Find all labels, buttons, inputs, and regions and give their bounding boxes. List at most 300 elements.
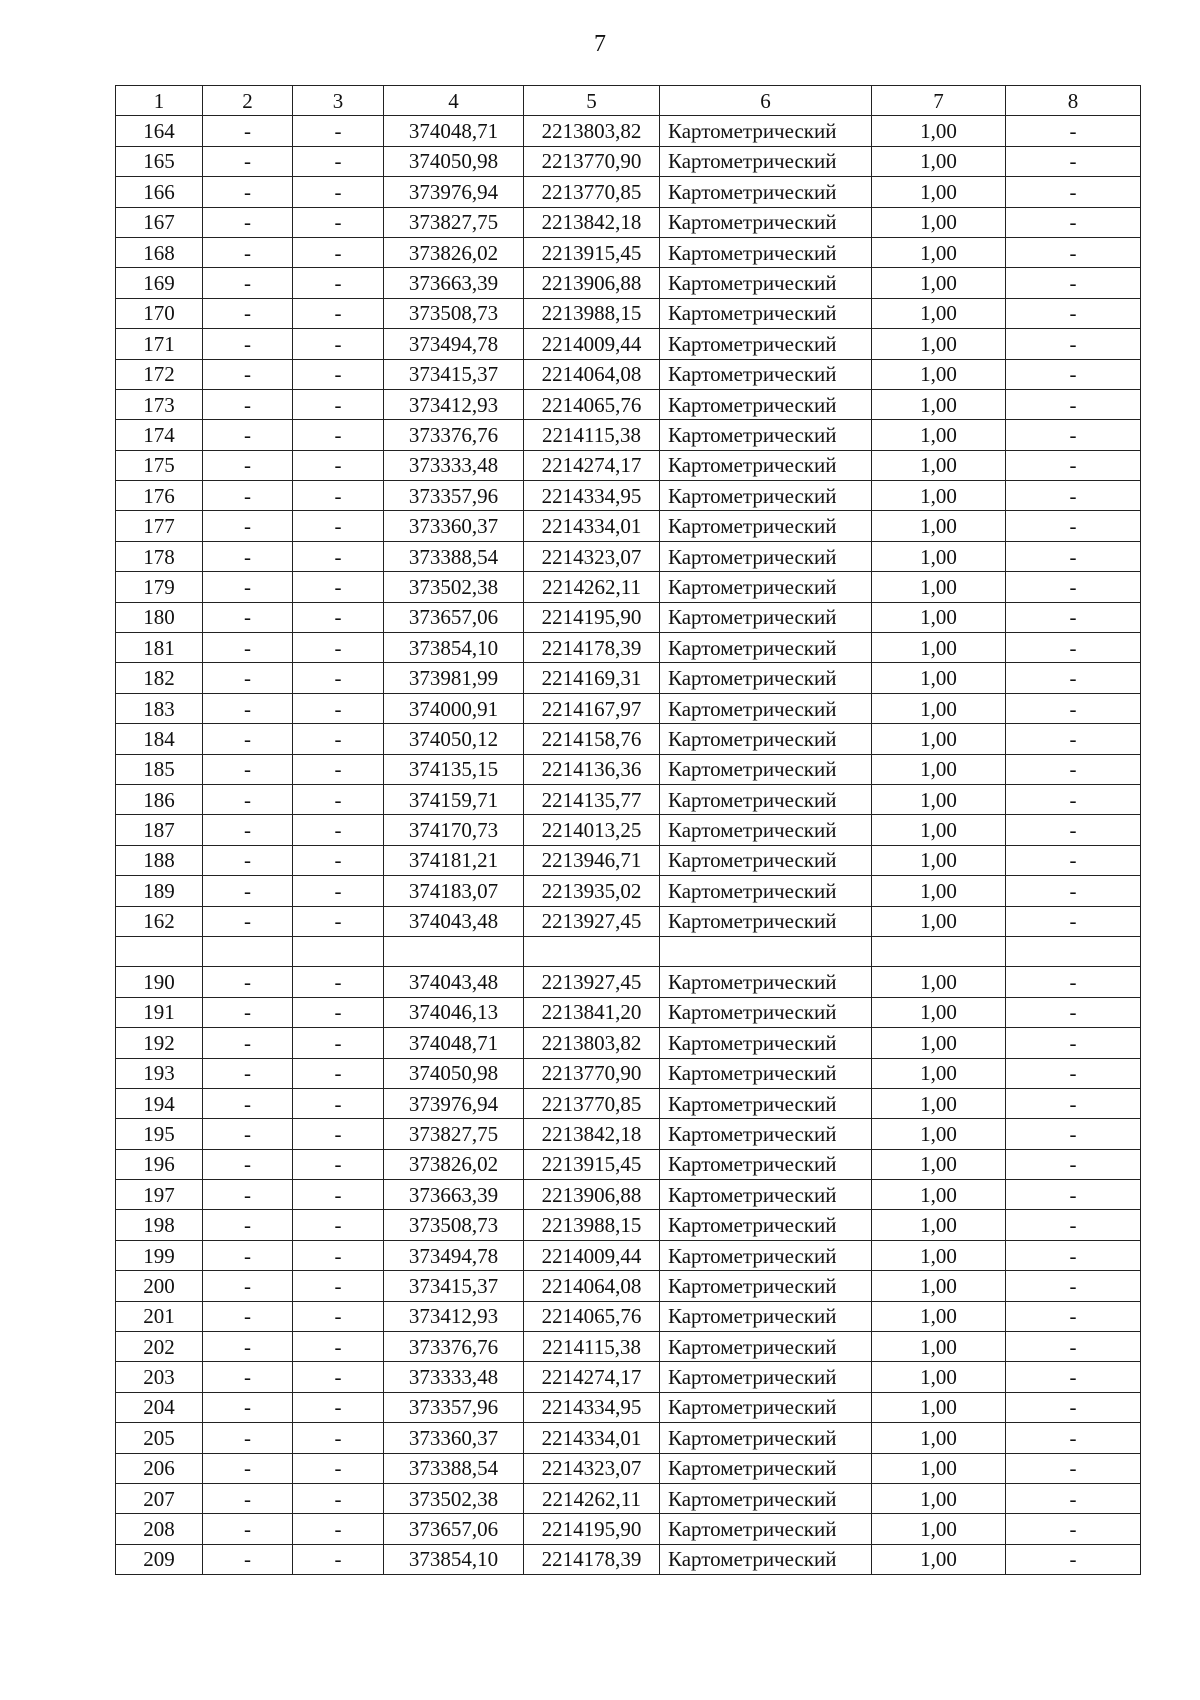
- method-cell: Картометрический: [660, 1514, 872, 1544]
- method-cell: Картометрический: [660, 1028, 872, 1058]
- method-cell: Картометрический: [660, 1149, 872, 1179]
- col8-cell: -: [1006, 237, 1141, 267]
- point-number-cell: 200: [116, 1271, 203, 1301]
- x-coordinate-cell: 373502,38: [384, 1483, 524, 1513]
- method-cell: Картометрический: [660, 1423, 872, 1453]
- y-coordinate-cell: 2214195,90: [524, 602, 660, 632]
- col2-cell: -: [203, 511, 293, 541]
- y-coordinate-cell: 2213915,45: [524, 237, 660, 267]
- method-cell: Картометрический: [660, 1088, 872, 1118]
- method-cell: Картометрический: [660, 724, 872, 754]
- col8-cell: -: [1006, 1544, 1141, 1574]
- y-coordinate-cell: 2213927,45: [524, 906, 660, 936]
- table-row: [116, 754, 1141, 784]
- col3-cell: -: [293, 450, 384, 480]
- col8-cell: -: [1006, 754, 1141, 784]
- x-coordinate-cell: 373508,73: [384, 298, 524, 328]
- y-coordinate-cell: 2214334,95: [524, 1392, 660, 1422]
- point-number-cell: 194: [116, 1088, 203, 1118]
- point-number-cell: 176: [116, 481, 203, 511]
- y-coordinate-cell: 2214195,90: [524, 1514, 660, 1544]
- point-number-cell: 178: [116, 541, 203, 571]
- x-coordinate-cell: 373657,06: [384, 1514, 524, 1544]
- column-header-2: 2: [203, 86, 293, 116]
- col2-cell: -: [203, 420, 293, 450]
- y-coordinate-cell: 2213915,45: [524, 1149, 660, 1179]
- method-cell: Картометрический: [660, 1392, 872, 1422]
- point-number-cell: 209: [116, 1544, 203, 1574]
- method-cell: Картометрический: [660, 389, 872, 419]
- col3-cell: -: [293, 602, 384, 632]
- col2-cell: -: [203, 1149, 293, 1179]
- table-row: [116, 815, 1141, 845]
- method-cell: [660, 936, 872, 966]
- table-row: [116, 1483, 1141, 1513]
- x-coordinate-cell: 373826,02: [384, 237, 524, 267]
- y-coordinate-cell: 2214178,39: [524, 633, 660, 663]
- table-row: [116, 177, 1141, 207]
- table-row: [116, 1514, 1141, 1544]
- col3-cell: -: [293, 1180, 384, 1210]
- x-coordinate-cell: 374183,07: [384, 876, 524, 906]
- table-row: [116, 207, 1141, 237]
- point-number-cell: 189: [116, 876, 203, 906]
- col8-cell: -: [1006, 572, 1141, 602]
- y-coordinate-cell: 2213946,71: [524, 845, 660, 875]
- col2-cell: [203, 936, 293, 966]
- method-cell: Картометрический: [660, 572, 872, 602]
- accuracy-cell: 1,00: [872, 784, 1006, 814]
- col3-cell: -: [293, 177, 384, 207]
- col2-cell: -: [203, 329, 293, 359]
- method-cell: Картометрический: [660, 967, 872, 997]
- col2-cell: -: [203, 602, 293, 632]
- accuracy-cell: 1,00: [872, 906, 1006, 936]
- method-cell: Картометрический: [660, 1271, 872, 1301]
- x-coordinate-cell: 373494,78: [384, 1240, 524, 1270]
- accuracy-cell: 1,00: [872, 1514, 1006, 1544]
- accuracy-cell: 1,00: [872, 845, 1006, 875]
- col2-cell: -: [203, 815, 293, 845]
- x-coordinate-cell: 374050,98: [384, 146, 524, 176]
- col8-cell: -: [1006, 1453, 1141, 1483]
- col3-cell: -: [293, 481, 384, 511]
- point-number-cell: [116, 936, 203, 966]
- y-coordinate-cell: 2214334,01: [524, 511, 660, 541]
- x-coordinate-cell: 373376,76: [384, 1332, 524, 1362]
- point-number-cell: 173: [116, 389, 203, 419]
- col3-cell: -: [293, 207, 384, 237]
- col8-cell: -: [1006, 207, 1141, 237]
- method-cell: Картометрический: [660, 1332, 872, 1362]
- accuracy-cell: 1,00: [872, 146, 1006, 176]
- y-coordinate-cell: 2214064,08: [524, 359, 660, 389]
- col8-cell: -: [1006, 359, 1141, 389]
- x-coordinate-cell: 374050,12: [384, 724, 524, 754]
- point-number-cell: 196: [116, 1149, 203, 1179]
- col3-cell: -: [293, 1028, 384, 1058]
- col3-cell: -: [293, 298, 384, 328]
- point-number-cell: 162: [116, 906, 203, 936]
- method-cell: Картометрический: [660, 1453, 872, 1483]
- table-row: [116, 1332, 1141, 1362]
- table-row-spacer: [116, 936, 1141, 966]
- method-cell: Картометрический: [660, 633, 872, 663]
- method-cell: Картометрический: [660, 481, 872, 511]
- col2-cell: -: [203, 1362, 293, 1392]
- accuracy-cell: 1,00: [872, 298, 1006, 328]
- x-coordinate-cell: 374170,73: [384, 815, 524, 845]
- method-cell: Картометрический: [660, 1544, 872, 1574]
- y-coordinate-cell: 2214115,38: [524, 1332, 660, 1362]
- table-row: [116, 997, 1141, 1027]
- col8-cell: -: [1006, 177, 1141, 207]
- col2-cell: -: [203, 1271, 293, 1301]
- column-header-1: 1: [116, 86, 203, 116]
- col3-cell: -: [293, 906, 384, 936]
- y-coordinate-cell: 2213770,90: [524, 1058, 660, 1088]
- table-row: [116, 967, 1141, 997]
- y-coordinate-cell: 2214262,11: [524, 1483, 660, 1513]
- accuracy-cell: 1,00: [872, 754, 1006, 784]
- x-coordinate-cell: 374048,71: [384, 1028, 524, 1058]
- x-coordinate-cell: 373333,48: [384, 450, 524, 480]
- col8-cell: -: [1006, 967, 1141, 997]
- accuracy-cell: 1,00: [872, 1149, 1006, 1179]
- y-coordinate-cell: 2214178,39: [524, 1544, 660, 1574]
- method-cell: Картометрический: [660, 1119, 872, 1149]
- col3-cell: [293, 936, 384, 966]
- table-row: [116, 1362, 1141, 1392]
- col8-cell: -: [1006, 1271, 1141, 1301]
- point-number-cell: 185: [116, 754, 203, 784]
- col3-cell: -: [293, 541, 384, 571]
- table-row: [116, 876, 1141, 906]
- col3-cell: -: [293, 876, 384, 906]
- y-coordinate-cell: 2214064,08: [524, 1271, 660, 1301]
- point-number-cell: 165: [116, 146, 203, 176]
- method-cell: Картометрический: [660, 1210, 872, 1240]
- point-number-cell: 184: [116, 724, 203, 754]
- x-coordinate-cell: 373376,76: [384, 420, 524, 450]
- col3-cell: -: [293, 633, 384, 663]
- point-number-cell: 202: [116, 1332, 203, 1362]
- accuracy-cell: 1,00: [872, 1423, 1006, 1453]
- col8-cell: -: [1006, 602, 1141, 632]
- col8-cell: -: [1006, 1332, 1141, 1362]
- col3-cell: -: [293, 1483, 384, 1513]
- y-coordinate-cell: 2213935,02: [524, 876, 660, 906]
- col8-cell: -: [1006, 997, 1141, 1027]
- col3-cell: -: [293, 1392, 384, 1422]
- method-cell: Картометрический: [660, 450, 872, 480]
- col3-cell: -: [293, 997, 384, 1027]
- method-cell: Картометрический: [660, 298, 872, 328]
- y-coordinate-cell: 2214334,95: [524, 481, 660, 511]
- x-coordinate-cell: 373854,10: [384, 1544, 524, 1574]
- accuracy-cell: 1,00: [872, 1210, 1006, 1240]
- point-number-cell: 172: [116, 359, 203, 389]
- column-header-7: 7: [872, 86, 1006, 116]
- point-number-cell: 170: [116, 298, 203, 328]
- col3-cell: -: [293, 420, 384, 450]
- accuracy-cell: 1,00: [872, 450, 1006, 480]
- col3-cell: -: [293, 754, 384, 784]
- accuracy-cell: 1,00: [872, 633, 1006, 663]
- point-number-cell: 193: [116, 1058, 203, 1088]
- point-number-cell: 188: [116, 845, 203, 875]
- y-coordinate-cell: 2213988,15: [524, 1210, 660, 1240]
- table-row: [116, 481, 1141, 511]
- x-coordinate-cell: 373827,75: [384, 1119, 524, 1149]
- y-coordinate-cell: 2214169,31: [524, 663, 660, 693]
- y-coordinate-cell: 2214009,44: [524, 329, 660, 359]
- col8-cell: -: [1006, 1301, 1141, 1331]
- point-number-cell: 208: [116, 1514, 203, 1544]
- col3-cell: -: [293, 845, 384, 875]
- method-cell: Картометрический: [660, 663, 872, 693]
- y-coordinate-cell: 2214115,38: [524, 420, 660, 450]
- accuracy-cell: 1,00: [872, 663, 1006, 693]
- col8-cell: -: [1006, 1058, 1141, 1088]
- point-number-cell: 203: [116, 1362, 203, 1392]
- x-coordinate-cell: 374159,71: [384, 784, 524, 814]
- col3-cell: -: [293, 1332, 384, 1362]
- col8-cell: -: [1006, 146, 1141, 176]
- column-header-3: 3: [293, 86, 384, 116]
- point-number-cell: 191: [116, 997, 203, 1027]
- col2-cell: -: [203, 389, 293, 419]
- table-row: [116, 693, 1141, 723]
- x-coordinate-cell: 373663,39: [384, 268, 524, 298]
- x-coordinate-cell: 373360,37: [384, 511, 524, 541]
- x-coordinate-cell: 374000,91: [384, 693, 524, 723]
- col8-cell: -: [1006, 633, 1141, 663]
- table-row: [116, 1301, 1141, 1331]
- point-number-cell: 177: [116, 511, 203, 541]
- table-row: [116, 1544, 1141, 1574]
- point-number-cell: 166: [116, 177, 203, 207]
- col2-cell: -: [203, 1301, 293, 1331]
- y-coordinate-cell: 2214323,07: [524, 541, 660, 571]
- col2-cell: -: [203, 359, 293, 389]
- table-row: [116, 1088, 1141, 1118]
- col2-cell: -: [203, 1180, 293, 1210]
- y-coordinate-cell: 2214274,17: [524, 450, 660, 480]
- accuracy-cell: 1,00: [872, 876, 1006, 906]
- col2-cell: -: [203, 116, 293, 146]
- point-number-cell: 192: [116, 1028, 203, 1058]
- accuracy-cell: 1,00: [872, 1301, 1006, 1331]
- table-body: [116, 116, 1141, 1575]
- x-coordinate-cell: 373663,39: [384, 1180, 524, 1210]
- col8-cell: -: [1006, 481, 1141, 511]
- table-row: [116, 116, 1141, 146]
- col2-cell: -: [203, 724, 293, 754]
- point-number-cell: 198: [116, 1210, 203, 1240]
- accuracy-cell: 1,00: [872, 693, 1006, 723]
- col2-cell: -: [203, 997, 293, 1027]
- point-number-cell: 181: [116, 633, 203, 663]
- method-cell: Картометрический: [660, 146, 872, 176]
- point-number-cell: 197: [116, 1180, 203, 1210]
- col8-cell: -: [1006, 724, 1141, 754]
- col8-cell: -: [1006, 420, 1141, 450]
- x-coordinate-cell: 374135,15: [384, 754, 524, 784]
- method-cell: Картометрический: [660, 754, 872, 784]
- col3-cell: -: [293, 1423, 384, 1453]
- y-coordinate-cell: 2213770,85: [524, 1088, 660, 1118]
- table-row: [116, 1119, 1141, 1149]
- accuracy-cell: 1,00: [872, 1119, 1006, 1149]
- y-coordinate-cell: 2213927,45: [524, 967, 660, 997]
- col8-cell: -: [1006, 1088, 1141, 1118]
- y-coordinate-cell: 2214065,76: [524, 389, 660, 419]
- point-number-cell: 183: [116, 693, 203, 723]
- accuracy-cell: 1,00: [872, 1240, 1006, 1270]
- col2-cell: -: [203, 268, 293, 298]
- x-coordinate-cell: 373357,96: [384, 1392, 524, 1422]
- x-coordinate-cell: 373412,93: [384, 389, 524, 419]
- col3-cell: -: [293, 389, 384, 419]
- y-coordinate-cell: 2213842,18: [524, 207, 660, 237]
- col2-cell: -: [203, 1332, 293, 1362]
- col3-cell: -: [293, 967, 384, 997]
- table-row: [116, 1453, 1141, 1483]
- x-coordinate-cell: 373388,54: [384, 1453, 524, 1483]
- table-row: [116, 572, 1141, 602]
- accuracy-cell: 1,00: [872, 511, 1006, 541]
- x-coordinate-cell: 373502,38: [384, 572, 524, 602]
- point-number-cell: 169: [116, 268, 203, 298]
- table-row: [116, 329, 1141, 359]
- y-coordinate-cell: 2213906,88: [524, 1180, 660, 1210]
- col3-cell: -: [293, 1362, 384, 1392]
- col8-cell: -: [1006, 1210, 1141, 1240]
- x-coordinate-cell: 373827,75: [384, 207, 524, 237]
- table-row: [116, 724, 1141, 754]
- method-cell: Картометрический: [660, 237, 872, 267]
- method-cell: Картометрический: [660, 815, 872, 845]
- x-coordinate-cell: 373360,37: [384, 1423, 524, 1453]
- col2-cell: -: [203, 693, 293, 723]
- column-header-8: 8: [1006, 86, 1141, 116]
- accuracy-cell: 1,00: [872, 997, 1006, 1027]
- col2-cell: -: [203, 906, 293, 936]
- point-number-cell: 205: [116, 1423, 203, 1453]
- col2-cell: -: [203, 541, 293, 571]
- point-number-cell: 171: [116, 329, 203, 359]
- point-number-cell: 174: [116, 420, 203, 450]
- y-coordinate-cell: 2213770,85: [524, 177, 660, 207]
- point-number-cell: 180: [116, 602, 203, 632]
- accuracy-cell: 1,00: [872, 1271, 1006, 1301]
- x-coordinate-cell: 373854,10: [384, 633, 524, 663]
- accuracy-cell: 1,00: [872, 1453, 1006, 1483]
- table-header-row: [116, 86, 1141, 116]
- col2-cell: -: [203, 450, 293, 480]
- method-cell: Картометрический: [660, 1362, 872, 1392]
- col8-cell: -: [1006, 541, 1141, 571]
- point-number-cell: 195: [116, 1119, 203, 1149]
- y-coordinate-cell: 2214135,77: [524, 784, 660, 814]
- x-coordinate-cell: 374046,13: [384, 997, 524, 1027]
- col8-cell: -: [1006, 693, 1141, 723]
- y-coordinate-cell: 2214274,17: [524, 1362, 660, 1392]
- col8-cell: -: [1006, 1240, 1141, 1270]
- method-cell: Картометрический: [660, 541, 872, 571]
- table-row: [116, 268, 1141, 298]
- y-coordinate-cell: 2214334,01: [524, 1423, 660, 1453]
- col3-cell: -: [293, 268, 384, 298]
- col2-cell: -: [203, 845, 293, 875]
- x-coordinate-cell: 373357,96: [384, 481, 524, 511]
- col8-cell: -: [1006, 389, 1141, 419]
- accuracy-cell: 1,00: [872, 237, 1006, 267]
- y-coordinate-cell: 2213906,88: [524, 268, 660, 298]
- col3-cell: -: [293, 815, 384, 845]
- table-row: [116, 1240, 1141, 1270]
- col3-cell: -: [293, 1453, 384, 1483]
- col2-cell: -: [203, 1483, 293, 1513]
- col3-cell: -: [293, 1240, 384, 1270]
- col8-cell: -: [1006, 845, 1141, 875]
- accuracy-cell: 1,00: [872, 1483, 1006, 1513]
- x-coordinate-cell: 373826,02: [384, 1149, 524, 1179]
- col2-cell: -: [203, 481, 293, 511]
- x-coordinate-cell: 373976,94: [384, 177, 524, 207]
- x-coordinate-cell: 373333,48: [384, 1362, 524, 1392]
- col2-cell: -: [203, 1028, 293, 1058]
- col8-cell: [1006, 936, 1141, 966]
- method-cell: Картометрический: [660, 177, 872, 207]
- column-header-4: 4: [384, 86, 524, 116]
- col2-cell: -: [203, 146, 293, 176]
- col3-cell: -: [293, 663, 384, 693]
- y-coordinate-cell: 2213841,20: [524, 997, 660, 1027]
- table-row: [116, 633, 1141, 663]
- y-coordinate-cell: [524, 936, 660, 966]
- col3-cell: -: [293, 1058, 384, 1088]
- method-cell: Картометрический: [660, 511, 872, 541]
- x-coordinate-cell: 373508,73: [384, 1210, 524, 1240]
- accuracy-cell: 1,00: [872, 602, 1006, 632]
- accuracy-cell: 1,00: [872, 177, 1006, 207]
- accuracy-cell: 1,00: [872, 1058, 1006, 1088]
- accuracy-cell: 1,00: [872, 1392, 1006, 1422]
- table-row: [116, 602, 1141, 632]
- table-row: [116, 511, 1141, 541]
- col2-cell: -: [203, 1088, 293, 1118]
- accuracy-cell: 1,00: [872, 207, 1006, 237]
- accuracy-cell: 1,00: [872, 420, 1006, 450]
- col2-cell: -: [203, 237, 293, 267]
- col2-cell: -: [203, 298, 293, 328]
- col3-cell: -: [293, 1514, 384, 1544]
- accuracy-cell: [872, 936, 1006, 966]
- col2-cell: -: [203, 1392, 293, 1422]
- col8-cell: -: [1006, 784, 1141, 814]
- y-coordinate-cell: 2214158,76: [524, 724, 660, 754]
- method-cell: Картометрический: [660, 784, 872, 814]
- accuracy-cell: 1,00: [872, 724, 1006, 754]
- col3-cell: -: [293, 1271, 384, 1301]
- table-row: [116, 146, 1141, 176]
- col2-cell: -: [203, 1544, 293, 1574]
- x-coordinate-cell: 373494,78: [384, 329, 524, 359]
- accuracy-cell: 1,00: [872, 572, 1006, 602]
- y-coordinate-cell: 2214323,07: [524, 1453, 660, 1483]
